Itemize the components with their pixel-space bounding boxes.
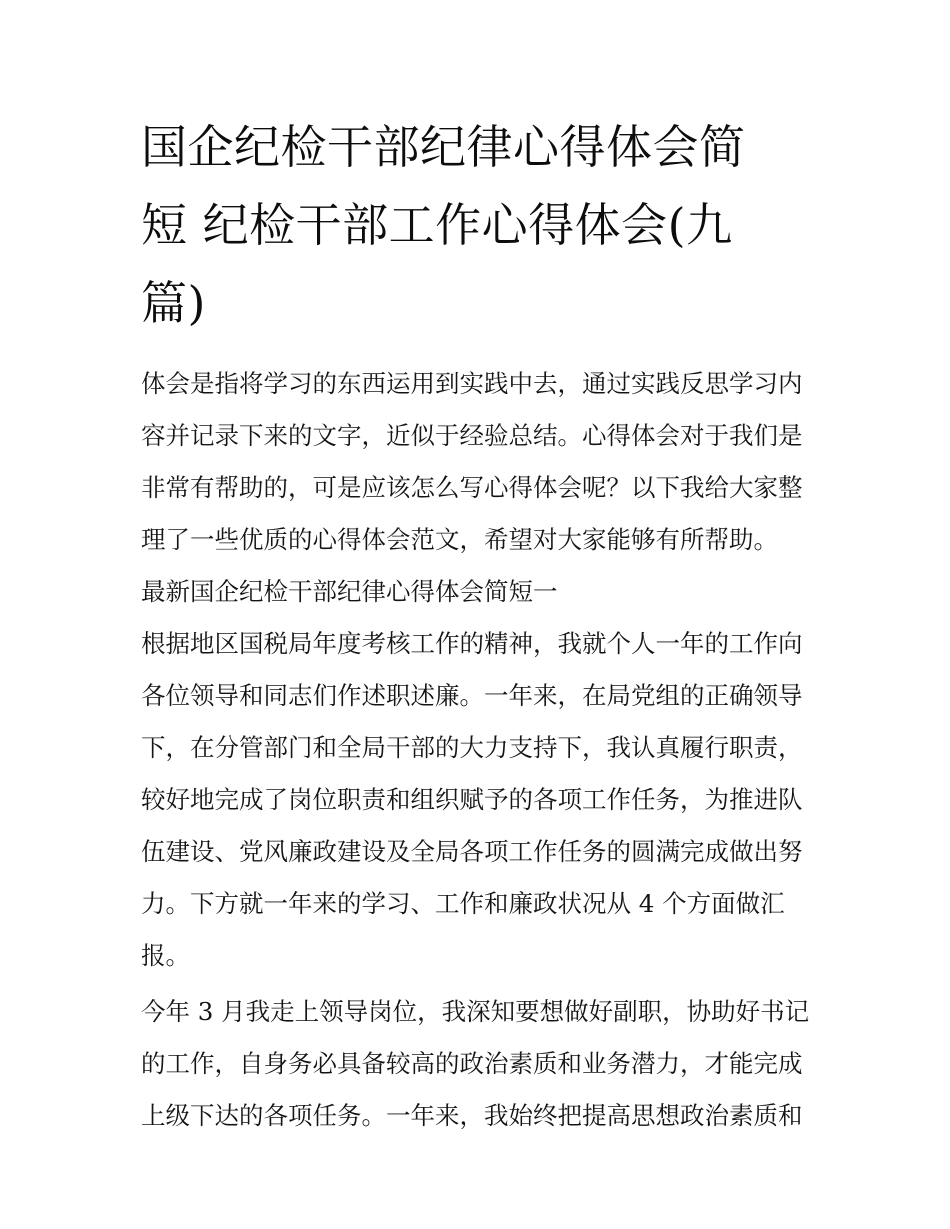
text-line: 上级下达的各项任务。一年来，我始终把提高思想政治素质和 [141,1101,803,1130]
text-line: 报。 [141,941,190,970]
body-paragraph [141,986,821,1142]
title-line: 篇) [141,276,206,330]
text-line: 容并记录下来的文字，近似于经验总结。心得体会对于我们是 [141,421,803,450]
text-line: 较好地完成了岗位职责和组织赋予的各项工作任务，为推进队 [141,785,803,814]
text-line: 的工作，自身务必具备较高的政治素质和业务潜力，才能完成 [141,1049,803,1078]
text-line: 体会是指将学习的东西运用到实践中去，通过实践反思学习内 [141,369,803,398]
text-line: 理了一些优质的心得体会范文，希望对大家能够有所帮助。 [141,525,778,554]
text-line: 非常有帮助的，可是应该怎么写心得体会呢？以下我给大家整 [141,473,803,502]
title-line: 短 纪检干部工作心得体会(九 [141,198,733,252]
text-line: 力。下方就一年来的学习、工作和廉政状况从 4 个方面做汇 [141,889,785,918]
document-page [141,108,821,1142]
text-line: 各位领导和同志们作述职述廉。一年来，在局党组的正确领导 [141,681,803,710]
title-line: 国企纪检干部纪律心得体会简 [141,120,746,174]
intro-paragraph [141,358,821,566]
section-heading [141,566,821,618]
text-line: 伍建设、党风廉政建设及全局各项工作任务的圆满完成做出努 [141,837,803,866]
text-line: 最新国企纪检干部纪律心得体会简短一 [141,577,558,606]
document-title [141,108,821,342]
text-line: 今年 3 月我走上领导岗位，我深知要想做好副职，协助好书记 [141,997,810,1026]
text-line: 下，在分管部门和全局干部的大力支持下，我认真履行职责， [141,733,803,762]
document-body [141,358,821,1142]
body-paragraph [141,618,821,982]
text-line: 根据地区国税局年度考核工作的精神，我就个人一年的工作向 [141,629,803,658]
